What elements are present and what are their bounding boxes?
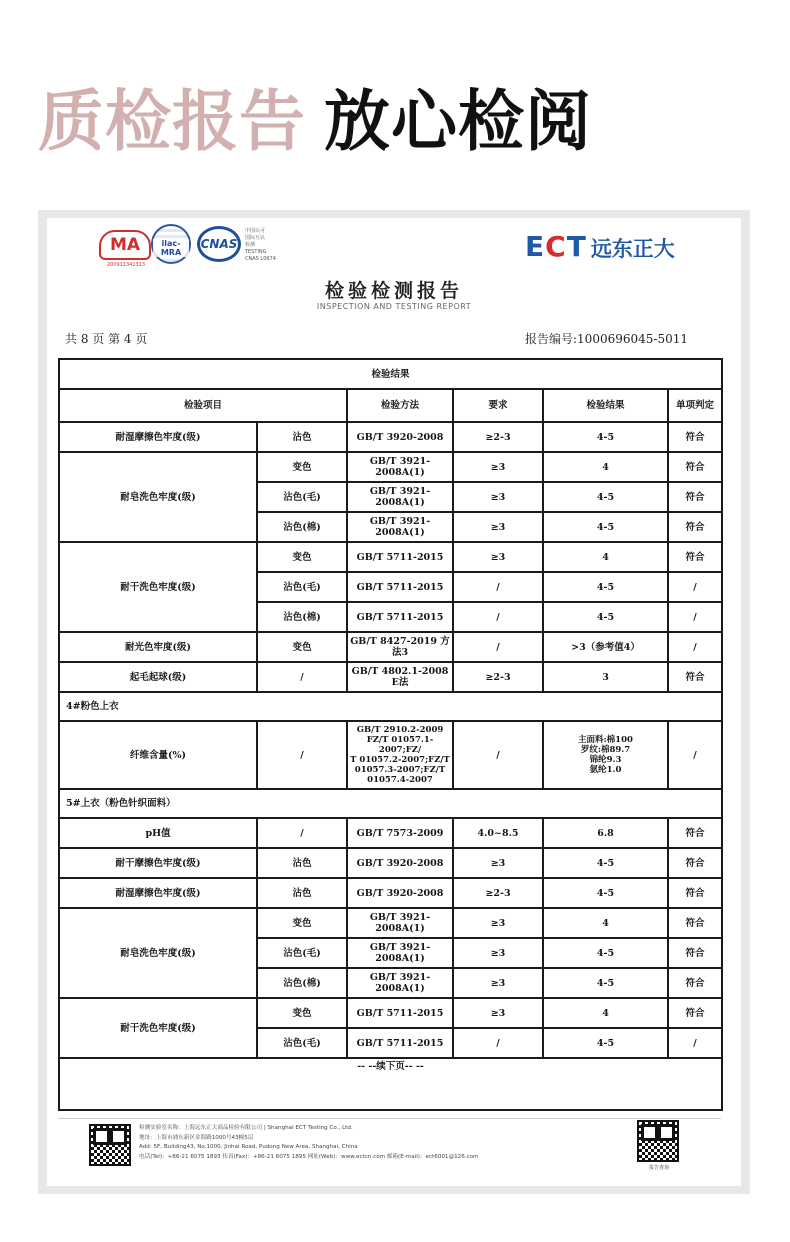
table-row bbox=[59, 818, 722, 848]
cell-judgment: 符合 bbox=[668, 908, 722, 938]
cell-judgment: 符合 bbox=[668, 818, 722, 848]
cell-result: 4-5 bbox=[543, 512, 668, 542]
cell-method: GB/T 7573-2009 bbox=[347, 818, 453, 848]
cell-item: 耐干摩擦色牢度(级) bbox=[59, 848, 257, 878]
cell-sub: / bbox=[257, 721, 347, 789]
cell-judgment: / bbox=[668, 721, 722, 789]
banner-title bbox=[38, 82, 592, 162]
cell-sub: 变色 bbox=[257, 542, 347, 572]
qr-code-icon bbox=[89, 1124, 131, 1166]
cell-item: 耐湿摩擦色牢度(级) bbox=[59, 878, 257, 908]
cell-sub: 沾色 bbox=[257, 422, 347, 452]
cell-result: 4-5 bbox=[543, 422, 668, 452]
cell-result: 4-5 bbox=[543, 848, 668, 878]
cell-judgment: 符合 bbox=[668, 482, 722, 512]
cell-judgment: 符合 bbox=[668, 512, 722, 542]
table-header-row bbox=[59, 389, 722, 422]
cell-result: 4 bbox=[543, 542, 668, 572]
cell-requirement: ≥2-3 bbox=[453, 662, 543, 692]
cell-method: GB/T 3920-2008 bbox=[347, 848, 453, 878]
ma-certification-logo: MA bbox=[99, 230, 151, 260]
cell-sub: 沾色(棉) bbox=[257, 968, 347, 998]
header-judgment: 单项判定 bbox=[668, 389, 722, 422]
cell-judgment: 符合 bbox=[668, 422, 722, 452]
cell-requirement: ≥2-3 bbox=[453, 422, 543, 452]
table-row bbox=[59, 452, 722, 482]
footer-line: 电话(Tel)：+86-21 6075 1893 传真(Fax)：+86-21 6075 1895 网址(Web)：www.ectcn.com 邮箱(E-mail)：ect6001@126.com bbox=[139, 1153, 479, 1160]
cell-item: 耐光色牢度(级) bbox=[59, 632, 257, 662]
cell-judgment: 符合 bbox=[668, 878, 722, 908]
table-row bbox=[59, 998, 722, 1028]
cell-method: GB/T 3920-2008 bbox=[347, 878, 453, 908]
cell-requirement: ≥3 bbox=[453, 998, 543, 1028]
cell-result: 6.8 bbox=[543, 818, 668, 848]
cell-judgment: / bbox=[668, 572, 722, 602]
cell-requirement: ≥3 bbox=[453, 482, 543, 512]
cell-result: 4 bbox=[543, 452, 668, 482]
section-label: 5#上衣（粉色针织面料） bbox=[59, 789, 722, 818]
cell-result: 4-5 bbox=[543, 938, 668, 968]
cell-requirement: ≥2-3 bbox=[453, 878, 543, 908]
cell-sub: 沾色(毛) bbox=[257, 572, 347, 602]
inspection-results-table bbox=[58, 358, 723, 1111]
cell-method: GB/T 3921-2008A(1) bbox=[347, 512, 453, 542]
cell-judgment: 符合 bbox=[668, 968, 722, 998]
cell-sub: 变色 bbox=[257, 632, 347, 662]
cnas-accreditation-text bbox=[245, 228, 276, 263]
table-row bbox=[59, 542, 722, 572]
cell-method: GB/T 3921-2008A(1) bbox=[347, 938, 453, 968]
cell-sub: 沾色(毛) bbox=[257, 1028, 347, 1058]
cell-item: 耐皂洗色牢度(级) bbox=[59, 452, 257, 542]
cell-sub: 沾色 bbox=[257, 848, 347, 878]
cell-item: pH值 bbox=[59, 818, 257, 848]
cnas-line: 检测 bbox=[245, 242, 256, 248]
qr-caption: 报告查询 bbox=[648, 1165, 669, 1171]
header-result: 检验结果 bbox=[543, 389, 668, 422]
cell-judgment: 符合 bbox=[668, 452, 722, 482]
cell-item: 起毛起球(级) bbox=[59, 662, 257, 692]
continued-row bbox=[59, 1058, 722, 1076]
cell-item: 耐湿摩擦色牢度(级) bbox=[59, 422, 257, 452]
cell-requirement: ≥3 bbox=[453, 938, 543, 968]
cell-method: GB/T 5711-2015 bbox=[347, 1028, 453, 1058]
report-title: 检验检测报告 bbox=[324, 280, 463, 302]
cell-item: 耐干洗色牢度(级) bbox=[59, 998, 257, 1058]
footer-contact-info bbox=[139, 1124, 478, 1162]
cell-judgment: / bbox=[668, 1028, 722, 1058]
cell-result: 3 bbox=[543, 662, 668, 692]
report-subtitle: INSPECTION AND TESTING REPORT bbox=[316, 302, 472, 311]
cnas-logo: CNAS bbox=[197, 226, 241, 262]
cell-result: 4-5 bbox=[543, 1028, 668, 1058]
footer-line: 地址：上海市浦东新区金海路1000号43幢5层 bbox=[139, 1134, 254, 1141]
report-number: 报告编号:1000696045-5011 bbox=[525, 332, 688, 346]
table-row bbox=[59, 632, 722, 662]
ilac-mra-logo bbox=[151, 224, 191, 264]
cell-judgment: 符合 bbox=[668, 938, 722, 968]
cell-judgment: 符合 bbox=[668, 848, 722, 878]
cell-judgment: 符合 bbox=[668, 662, 722, 692]
cell-result: 4-5 bbox=[543, 878, 668, 908]
cell-requirement: ≥3 bbox=[453, 452, 543, 482]
cell-judgment: / bbox=[668, 632, 722, 662]
cnas-line: CNAS L0674 bbox=[245, 256, 276, 262]
cell-requirement: 4.0~8.5 bbox=[453, 818, 543, 848]
footer-line: Add: 5F, Building43, No.1000, Jinhai Road, Pudong New Area, Shanghai, China bbox=[139, 1144, 358, 1150]
cnas-line: 中国认可 bbox=[245, 228, 266, 234]
cell-sub: / bbox=[257, 818, 347, 848]
cell-sub: 变色 bbox=[257, 452, 347, 482]
cell-requirement: / bbox=[453, 721, 543, 789]
ect-company-logo bbox=[525, 230, 675, 263]
cell-sub: 沾色(毛) bbox=[257, 482, 347, 512]
ma-certification-number: 200911341313 bbox=[106, 262, 146, 268]
header-requirement: 要求 bbox=[453, 389, 543, 422]
cell-method: GB/T 5711-2015 bbox=[347, 572, 453, 602]
cell-result: 4-5 bbox=[543, 968, 668, 998]
table-row bbox=[59, 848, 722, 878]
cell-requirement: ≥3 bbox=[453, 908, 543, 938]
table-caption-row bbox=[59, 359, 722, 389]
cell-method: GB/T 3921-2008A(1) bbox=[347, 968, 453, 998]
cell-method: GB/T 3921-2008A(1) bbox=[347, 482, 453, 512]
banner-title-pink: 质检报告 bbox=[38, 83, 306, 160]
cell-method: GB/T 3921-2008A(1) bbox=[347, 452, 453, 482]
footer-divider bbox=[58, 1118, 721, 1119]
cell-method: GB/T 3920-2008 bbox=[347, 422, 453, 452]
table-row bbox=[59, 908, 722, 938]
cell-requirement: ≥3 bbox=[453, 968, 543, 998]
cell-method: GB/T 5711-2015 bbox=[347, 542, 453, 572]
cell-result: 4-5 bbox=[543, 572, 668, 602]
header-item: 检验项目 bbox=[59, 389, 347, 422]
cell-result: 4 bbox=[543, 998, 668, 1028]
section-label: 4#粉色上衣 bbox=[59, 692, 722, 721]
cell-sub: 沾色 bbox=[257, 878, 347, 908]
cell-sub: / bbox=[257, 662, 347, 692]
table-caption: 检验结果 bbox=[59, 359, 722, 389]
cell-result: 主面料:棉100 罗纹:棉89.7 锦纶9.3 氨纶1.0 bbox=[543, 721, 668, 789]
cell-result: 4 bbox=[543, 908, 668, 938]
page-count: 共 8 页 第 4 页 bbox=[65, 332, 148, 346]
table-row bbox=[59, 878, 722, 908]
cell-requirement: ≥3 bbox=[453, 848, 543, 878]
blank-cell bbox=[59, 1076, 722, 1110]
cell-requirement: / bbox=[453, 572, 543, 602]
cell-item: 耐皂洗色牢度(级) bbox=[59, 908, 257, 998]
table-row bbox=[59, 422, 722, 452]
cell-requirement: ≥3 bbox=[453, 542, 543, 572]
cell-method: GB/T 5711-2015 bbox=[347, 998, 453, 1028]
section-row bbox=[59, 692, 722, 721]
cell-item: 纤维含量(%) bbox=[59, 721, 257, 789]
ect-letters: ECT bbox=[525, 230, 587, 263]
cnas-line: TESTING bbox=[245, 249, 267, 255]
cell-sub: 沾色(棉) bbox=[257, 602, 347, 632]
cell-judgment: / bbox=[668, 602, 722, 632]
cell-requirement: / bbox=[453, 1028, 543, 1058]
footer-line: 检测实验室名称：上海远东正大商品检验有限公司 | Shanghai ECT Testing Co., Ltd. bbox=[139, 1125, 353, 1131]
cell-requirement: / bbox=[453, 602, 543, 632]
cnas-line: 国际互认 bbox=[245, 235, 266, 241]
cell-method: GB/T 8427-2019 方法3 bbox=[347, 632, 453, 662]
cell-result: >3（参考值4） bbox=[543, 632, 668, 662]
cell-method: GB/T 5711-2015 bbox=[347, 602, 453, 632]
header-method: 检验方法 bbox=[347, 389, 453, 422]
cell-judgment: 符合 bbox=[668, 998, 722, 1028]
cell-method: GB/T 3921-2008A(1) bbox=[347, 908, 453, 938]
section-row bbox=[59, 789, 722, 818]
cell-result: 4-5 bbox=[543, 602, 668, 632]
report-query-qr-icon bbox=[637, 1120, 679, 1162]
ilac-mra-label: ilac-MRA bbox=[153, 239, 189, 257]
banner-title-black: 放心检阅 bbox=[324, 83, 592, 160]
cell-sub: 沾色(毛) bbox=[257, 938, 347, 968]
cell-sub: 变色 bbox=[257, 998, 347, 1028]
cell-requirement: ≥3 bbox=[453, 512, 543, 542]
cell-method: GB/T 2910.2-2009 FZ/T 01057.1-2007;FZ/ T 01057.2-2007;FZ/T 01057.3-2007;FZ/T 01057.4-2007 bbox=[347, 721, 453, 789]
cell-requirement: / bbox=[453, 632, 543, 662]
cell-judgment: 符合 bbox=[668, 542, 722, 572]
cell-result: 4-5 bbox=[543, 482, 668, 512]
cell-sub: 变色 bbox=[257, 908, 347, 938]
continued-label: -- --续下页-- -- bbox=[59, 1058, 722, 1076]
cell-item: 耐干洗色牢度(级) bbox=[59, 542, 257, 632]
table-row bbox=[59, 721, 722, 789]
ect-chinese-name: 远东正大 bbox=[590, 237, 675, 261]
report-page bbox=[47, 218, 741, 1186]
cell-sub: 沾色(棉) bbox=[257, 512, 347, 542]
cell-method: GB/T 4802.1-2008 E法 bbox=[347, 662, 453, 692]
blank-row bbox=[59, 1076, 722, 1110]
table-row bbox=[59, 662, 722, 692]
